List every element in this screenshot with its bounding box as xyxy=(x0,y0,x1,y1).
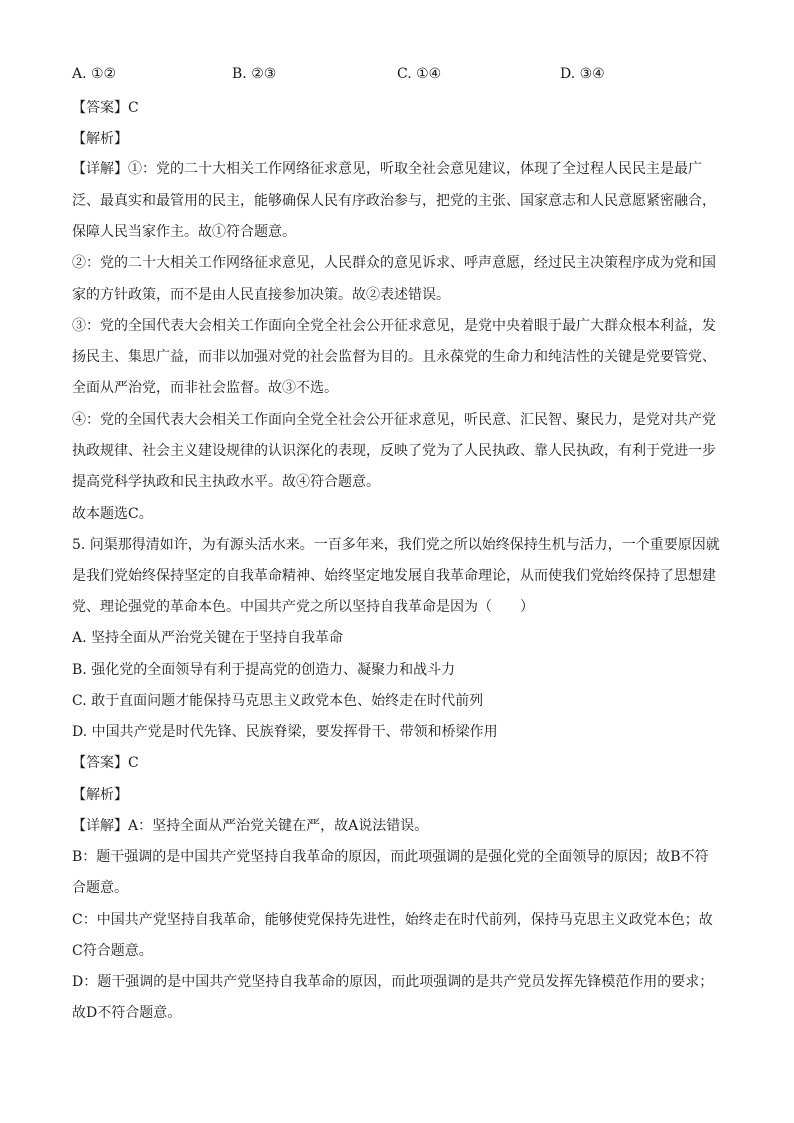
conclusion-line: 故本题选C。 xyxy=(72,506,153,522)
question-5-option-d: D. 中国共产党是时代先锋、民族脊梁，要发挥骨干、带领和桥梁作用 xyxy=(72,724,498,740)
detail-line: D：题干强调的是中国共产党坚持自我革命的原因，而此项强调的是共产党员发挥先锋模范作用的要求； xyxy=(72,974,714,990)
analysis-label-q4: 【解析】 xyxy=(72,131,128,147)
q4-options-row xyxy=(72,66,722,86)
answer-label-q5: 【答案】C xyxy=(72,755,139,771)
option-d: D. ③④ xyxy=(560,66,605,82)
detail-line: 家的方针政策，而不是由人民直接参加决策。故②表述错误。 xyxy=(72,287,450,303)
option-c: C. ①④ xyxy=(397,66,442,82)
detail-line: 提高党科学执政和民主执政水平。故④符合题意。 xyxy=(72,474,380,490)
detail-line: 【详解】A：坚持全面从严治党关键在严，故A说法错误。 xyxy=(72,818,429,834)
detail-line: 【详解】①：党的二十大相关工作网络征求意见，听取全社会意见建议，体现了全过程人民民主是最广 xyxy=(72,161,702,177)
question-5-option-b: B. 强化党的全面领导有利于提高党的创造力、凝聚力和战斗力 xyxy=(72,662,456,678)
option-a: A. ①② xyxy=(72,66,117,82)
question-5-option-a: A. 坚持全面从严治党关键在于坚持自我革命 xyxy=(72,630,344,646)
answer-label-q4: 【答案】C xyxy=(72,100,139,116)
question-5-stem: 党、理论强党的革命本色。中国共产党之所以坚持自我革命是因为（ ） xyxy=(72,599,534,615)
question-5-stem: 是我们党始终保持坚定的自我革命精神、始终坚定地发展自我革命理论，从而使我们党始终保持了思想建 xyxy=(72,568,716,584)
detail-line: 全面从严治党，而非社会监督。故③不选。 xyxy=(72,380,338,396)
detail-line: 合题意。 xyxy=(72,880,128,896)
detail-line: B：题干强调的是中国共产党坚持自我革命的原因，而此项强调的是强化党的全面领导的原因；故B不符 xyxy=(72,849,709,865)
detail-line: 执政规律、社会主义建设规律的认识深化的表现，反映了党为了人民执政、靠人民执政，有利于党进一步 xyxy=(72,443,716,459)
detail-line: ③：党的全国代表大会相关工作面向全党全社会公开征求意见，是党中央着眼于最广大群众根本利益，发 xyxy=(72,318,716,334)
detail-line: C符合题意。 xyxy=(72,943,153,959)
question-5-option-c: C. 敢于直面问题才能保持马克思主义政党本色、始终走在时代前列 xyxy=(72,693,484,709)
detail-line: 保障人民当家作主。故①符合题意。 xyxy=(72,224,296,240)
option-b: B. ②③ xyxy=(232,66,277,82)
question-5-stem: 5. 问渠那得清如许，为有源头活水来。一百多年来，我们党之所以始终保持生机与活力，一个重要原因就 xyxy=(72,537,720,553)
analysis-label-q5: 【解析】 xyxy=(72,787,128,803)
detail-line: 扬民主、集思广益，而非以加强对党的社会监督为目的。且永葆党的生命力和纯洁性的关键是党要管党、 xyxy=(72,349,716,365)
detail-line: ④：党的全国代表大会相关工作面向全党全社会公开征求意见，听民意、汇民智、聚民力，是党对共产党 xyxy=(72,412,716,428)
detail-line: C：中国共产党坚持自我革命，能够使党保持先进性，始终走在时代前列，保持马克思主义政党本色；故 xyxy=(72,912,713,928)
detail-line: 泛、最真实和最管用的民主，能够确保人民有序政治参与，把党的主张、国家意志和人民意愿紧密融合， xyxy=(72,193,716,209)
detail-line: 故D不符合题意。 xyxy=(72,1005,182,1021)
detail-line: ②：党的二十大相关工作网络征求意见，人民群众的意见诉求、呼声意愿，经过民主决策程序成为党和国 xyxy=(72,255,716,271)
